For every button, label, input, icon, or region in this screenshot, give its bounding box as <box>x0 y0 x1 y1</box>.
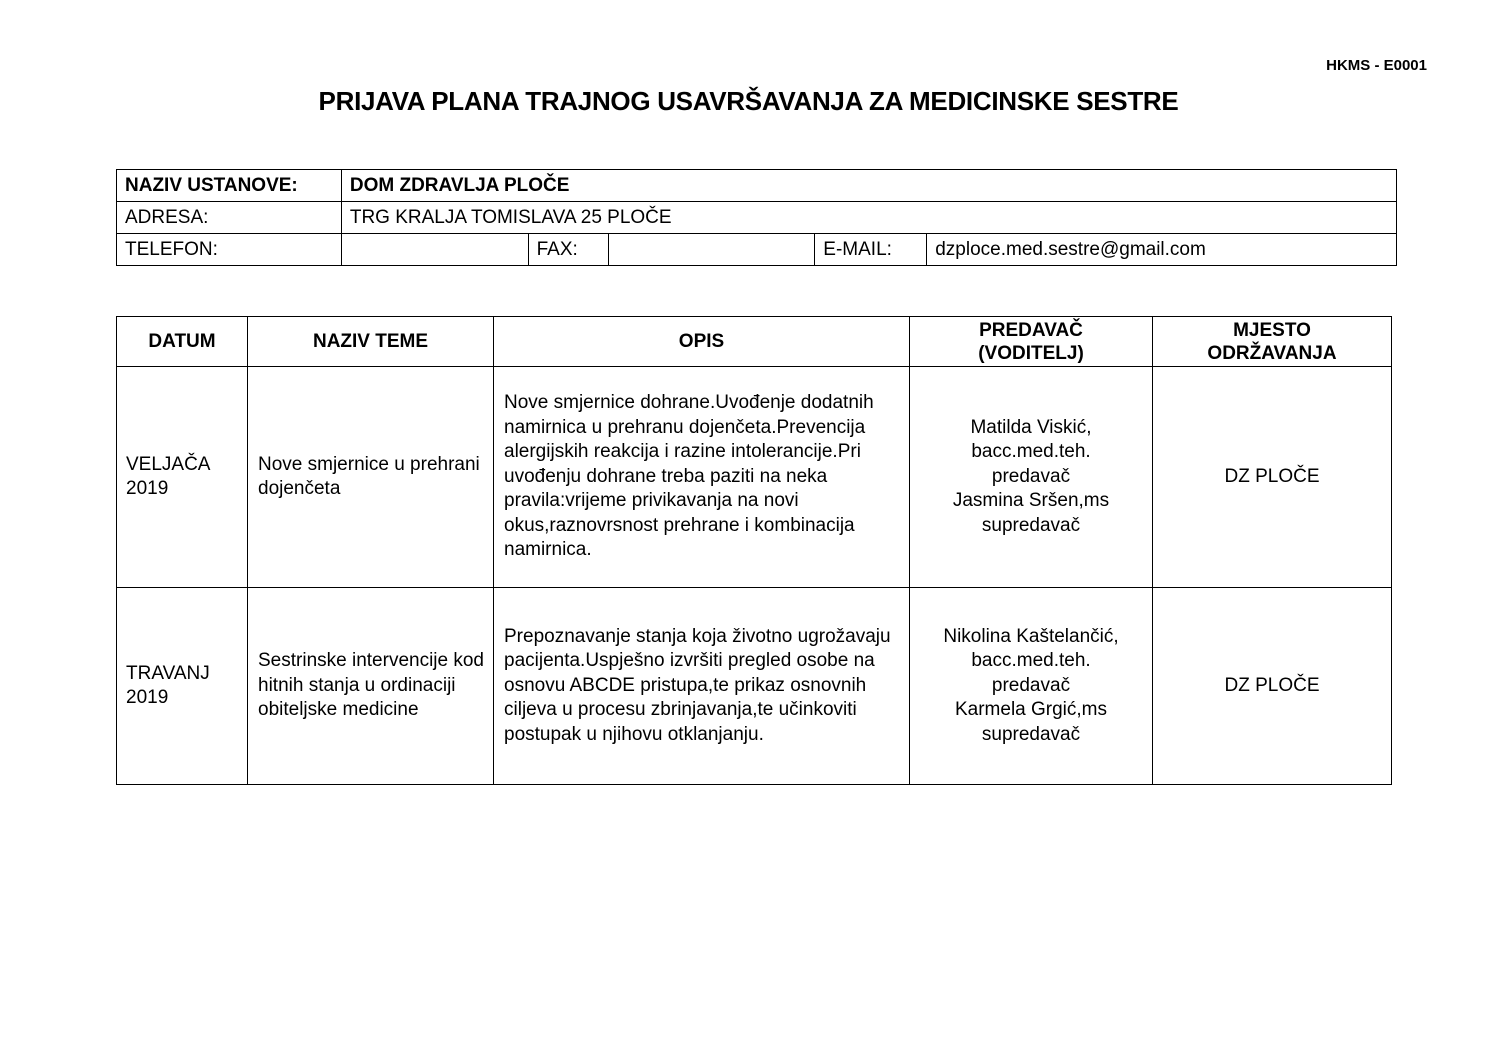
row-date-month: TRAVANJ <box>126 662 210 684</box>
header-place <box>1153 317 1392 367</box>
fax-value <box>608 234 815 266</box>
institution-address-row <box>117 202 1397 234</box>
institution-name-row <box>117 170 1397 202</box>
header-lecturer-line1: PREDAVAČ <box>979 319 1083 341</box>
lecturer-line: Matilda Viskić, <box>970 416 1092 438</box>
institution-name-value: DOM ZDRAVLJA PLOČE <box>341 170 1396 202</box>
row-date-year: 2019 <box>126 687 169 708</box>
institution-table <box>116 169 1397 266</box>
header-lecturer <box>910 317 1153 367</box>
plan-table <box>116 316 1392 785</box>
row-date <box>117 367 248 588</box>
header-date: DATUM <box>117 317 248 367</box>
lecturer-line: predavač <box>991 465 1071 487</box>
row-date <box>117 588 248 785</box>
plan-header-row <box>117 317 1392 367</box>
institution-address-label: ADRESA: <box>117 202 342 234</box>
row-topic: Sestrinske intervencije kod hitnih stanja u ordinaciji obiteljske medicine <box>248 588 494 785</box>
lecturer-line: Nikolina Kaštelančić, <box>943 625 1119 647</box>
header-lecturer-line2: (VODITELJ) <box>978 342 1084 364</box>
row-lecturer <box>910 588 1153 785</box>
phone-label: TELEFON: <box>117 234 342 266</box>
phone-value <box>341 234 528 266</box>
row-place: DZ PLOČE <box>1153 588 1392 785</box>
row-description: Prepoznavanje stanja koja životno ugrožavaju pacijenta.Uspješno izvršiti pregled osobe na osnovu ABCDE pristupa,te prikaz osnovnih ciljeva u procesu zbrinjavanja,te učinkoviti postupak u njihovu otklanjanju. <box>494 588 910 785</box>
row-date-month: VELJAČA <box>126 453 211 475</box>
institution-name-label: NAZIV USTANOVE: <box>117 170 342 202</box>
institution-address-value: TRG KRALJA TOMISLAVA 25 PLOČE <box>341 202 1396 234</box>
page-title: PRIJAVA PLANA TRAJNOG USAVRŠAVANJA ZA MEDICINSKE SESTRE <box>318 86 1179 116</box>
header-topic: NAZIV TEME <box>248 317 494 367</box>
form-code: HKMS - E0001 <box>1326 57 1427 74</box>
email-label: E-MAIL: <box>815 234 927 266</box>
lecturer-line: bacc.med.teh. <box>971 441 1091 463</box>
row-description: Nove smjernice dohrane.Uvođenje dodatnih namirnica u prehranu dojenčeta.Prevencija alergijskih reakcija i razine intolerancije.Pri uvođenju dohrane treba paziti na neka pravila:vrijeme privikavanja na novi okus,raznovrsnost prehrane i kombinacija namirnica. <box>494 367 910 588</box>
header-description: OPIS <box>494 317 910 367</box>
lecturer-line: Jasmina Sršen,ms <box>952 490 1110 512</box>
header-place-line2: ODRŽAVANJA <box>1207 342 1337 364</box>
lecturer-line: supredavač <box>981 514 1081 536</box>
table-row <box>117 367 1392 588</box>
row-place: DZ PLOČE <box>1153 367 1392 588</box>
row-topic: Nove smjernice u prehrani dojenčeta <box>248 367 494 588</box>
row-date-year: 2019 <box>126 478 169 499</box>
header-place-line1: MJESTO <box>1233 319 1311 341</box>
table-row <box>117 588 1392 785</box>
row-lecturer <box>910 367 1153 588</box>
fax-label: FAX: <box>528 234 608 266</box>
lecturer-line: supredavač <box>981 723 1081 745</box>
email-value: dzploce.med.sestre@gmail.com <box>927 234 1397 266</box>
lecturer-line: predavač <box>991 674 1071 696</box>
lecturer-line: Karmela Grgić,ms <box>954 699 1108 721</box>
lecturer-line: bacc.med.teh. <box>971 650 1091 672</box>
institution-contact-row <box>117 234 1397 266</box>
